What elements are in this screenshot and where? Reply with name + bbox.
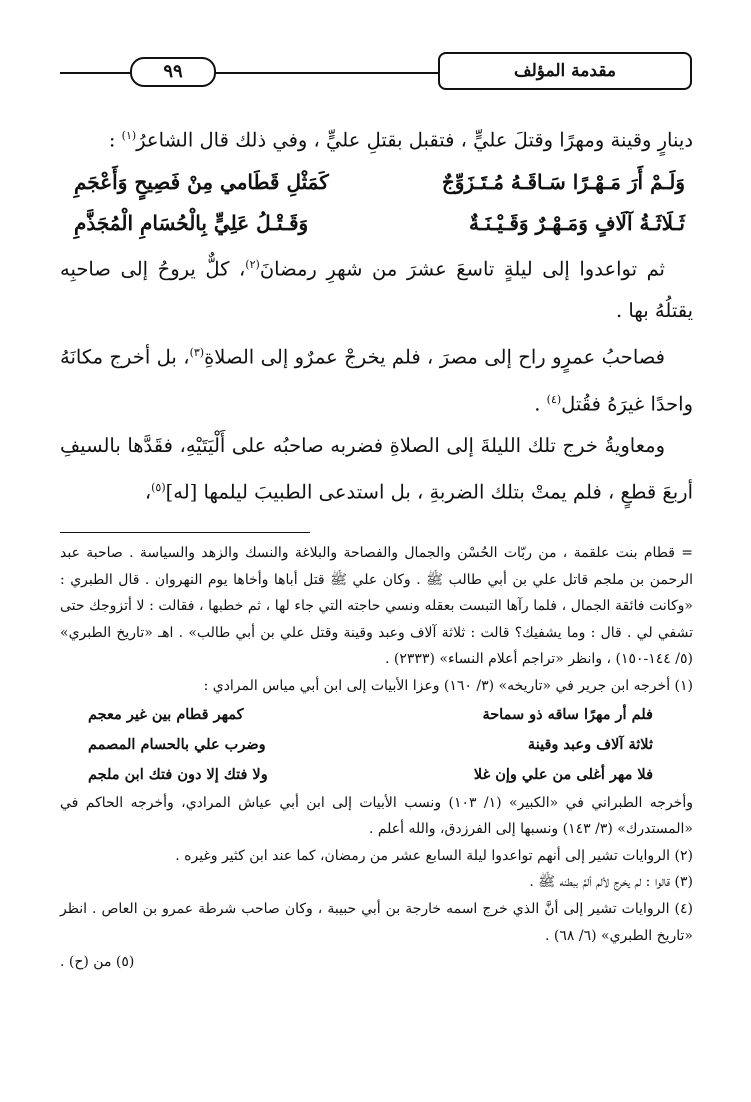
paragraph: ومعاويةُ خرج تلك الليلةَ إلى الصلاةِ فضربه صاحبُه على أَلْيَتَيْهِ، فقَدَّها بالسيفِ أربعَ قطعٍ ، فلم يمتْ بتلك الضربةِ ، بل استدعى الطبيبَ ليلمها [له]$^{(٥)}$، — [60, 434, 693, 504]
poem-line: ثلاثة آلاف وعبد وقينة وضرب علي بالحسام المصمم — [88, 735, 653, 753]
paragraph: دينارٍ وقينة ومهرًا وقتلَ عليٍّ ، فتقبل بقتلِ عليٍّ ، وفي ذلك قال الشاعرُ$^{(١)}$ : — [108, 128, 693, 152]
footnote-continuation: = قطام بنت علقمة ، من ربّات الحُسْن والجمال والفصاحة والبلاغة والنسك والزهد والسياسة . صاحبة عبد الرحمن بن ملجم قاتل علي بن أبي طالب ﷺ . وكان علي ﷺ قتل أباها وأخاها يوم النهروان . قال الطبري : «وكانت فائقة الجمال ، فلما رآها التبست بعقله ونسي حاجته التي جاء لها ، ثم خطبها ، فقالت : لا أتزوجك حتى تشفي لي . قال : وما يشفيك؟ قالت : ثلاثة آلاف وعبد وقينة وقتل علي بن أبي طالب» . اهـ «تاريخ الطبري» (٥/ ١٤٤-١٥٠) ، وانظر «تراجم أعلام النساء» (٢٣٣٣) . — [60, 545, 693, 668]
footnote-ref: (٣) — [189, 346, 205, 359]
footnote-ref: (٤) — [546, 392, 562, 406]
verse-line: وَلَـمْ أَرَ مَـهْـرًا سَـاقَـهُ مُـتَـزَوِّجٌ كَمَثْلِ قَطَامي مِنْ فَصِيحٍ وَأَعْجَمِ — [74, 169, 685, 194]
footnotes — [60, 540, 693, 976]
poem-line: فلا مهر أغلى من علي وإن غلا ولا فتك إلا دون فتك ابن ملجم — [88, 765, 653, 783]
poem-line: فلم أر مهرًا ساقه ذو سماحة كمهر قطام بين غير معجم — [88, 705, 653, 723]
footnote-1: (١) أخرجه ابن جرير في «تاريخه» (٣/ ١٦٠) وعزا الأبيات إلى ابن أبي مياس المرادي : — [203, 677, 693, 694]
footnote-3: (٣) قالوا : لم يخرج لألم ألمَّ ببطنه ﷺ . — [529, 874, 693, 891]
page-header — [60, 52, 692, 92]
footnote-1-continued: وأخرجه الطبراني في «الكبير» (١/ ١٠٣) ونسب الأبيات إلى ابن أبي عياش المرادي، وأخرجه الحاكم في «المستدرك» (٣/ ١٤٣) ونسبها إلى الفرزدق، والله أعلم . — [60, 794, 693, 838]
footnote-4: (٤) الروايات تشير إلى أنَّ الذي خرج اسمه خارجة بن أبي حبيبة ، وكان صاحب شرطة عمرو بن العاص . انظر «تاريخ الطبري» (٦/ ٦٨) . — [60, 900, 693, 944]
footnote-5: (٥) من (ح) . — [60, 954, 135, 971]
footnote-ref: (٥) — [151, 481, 166, 494]
header-rule-middle — [212, 72, 442, 74]
paragraph: ثم تواعدوا إلى ليلةٍ تاسعَ عشرَ من شهرِ رمضانَ$^{(٢)}$، كلٌّ يروحُ إلى صاحبِه يقتلُهُ بها . — [60, 257, 693, 322]
header-rule-left — [60, 72, 130, 74]
footnote-separator — [60, 532, 310, 533]
verse-line: ثَـلَاثَـةُ آلَافٍ وَمَـهْـرٌ وَقَـيْـنَـةٌ وَقَـتْـلُ عَلِيٍّ بِالْحُسَامِ الْمُجَذَّمِ — [74, 210, 685, 235]
verse-block — [60, 162, 693, 244]
running-title: مقدمة المؤلف — [438, 52, 692, 90]
footnote-ref: (٢) — [245, 257, 260, 271]
footnote-ref: (١) — [121, 129, 137, 142]
main-text — [60, 115, 693, 514]
footnote-2: (٢) الروايات تشير إلى أنهم تواعدوا ليلة السابع عشر من رمضان، كما عند ابن كثير وغيره . — [175, 847, 693, 864]
page-number: ٩٩ — [130, 57, 216, 87]
paragraph: فصاحبُ عمرٍو راح إلى مصرَ ، فلم يخرجْ عمرٌو إلى الصلاةِ$^{(٣)}$، بل أخرج مكانَهُ واحدًا غيرَهُ فقُتل$^{(٤)}$ . — [60, 345, 693, 415]
footnote-poem — [60, 700, 693, 790]
